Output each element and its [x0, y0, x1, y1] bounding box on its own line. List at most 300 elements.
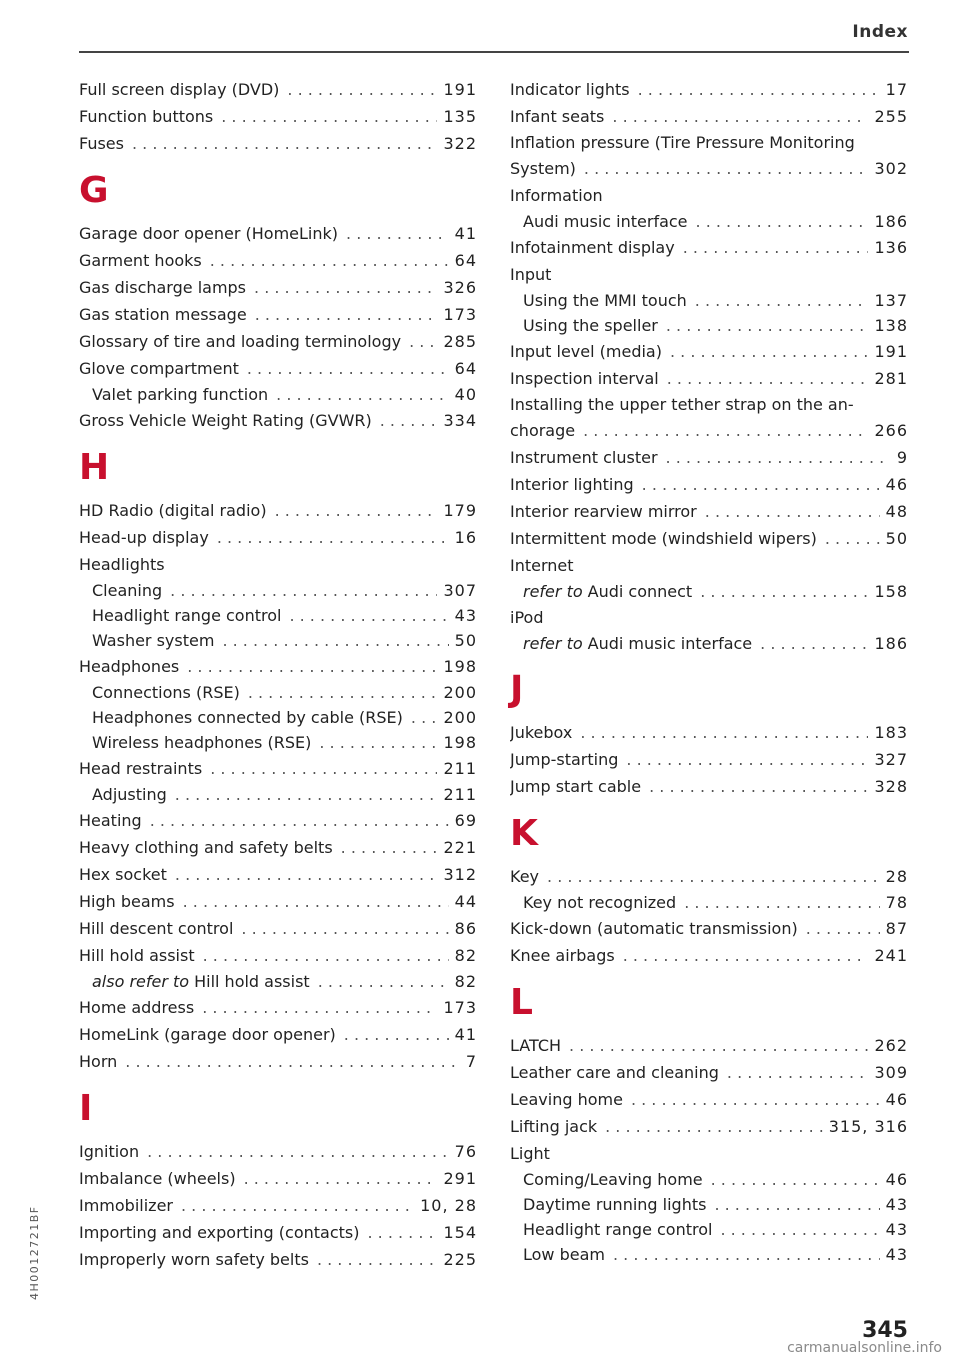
index-page-ref: 315, 316 [828, 1117, 908, 1136]
index-letter-heading: J [510, 669, 524, 710]
index-page-ref: 225 [443, 1250, 477, 1269]
index-entry [79, 1165, 477, 1192]
index-heading: Installing the upper tether strap on the an- [510, 395, 854, 414]
index-page-ref: 43 [885, 1195, 908, 1214]
index-page-ref: 186 [874, 634, 908, 653]
dot-leader [203, 942, 449, 969]
dot-leader [825, 525, 880, 552]
index-page-ref: 309 [874, 1063, 908, 1082]
index-entry-label [79, 1048, 117, 1075]
index-entry-text: Headlight range control [523, 1220, 713, 1239]
index-entry-text: HD Radio (digital radio) [79, 501, 267, 520]
dot-leader [210, 755, 437, 782]
index-entry-label [510, 103, 604, 130]
cross-reference-prefix: refer to [523, 634, 583, 653]
dot-leader [667, 365, 869, 392]
index-page-ref: 200 [443, 708, 477, 727]
index-entry-label [523, 209, 688, 234]
index-entry [79, 888, 477, 915]
index-subentry [79, 680, 477, 705]
index-entry [510, 915, 908, 942]
index-page-ref: 76 [454, 1142, 477, 1161]
index-page-ref: 64 [454, 251, 477, 270]
dot-leader [175, 782, 438, 807]
index-entry-label [79, 1246, 309, 1273]
index-entry-label [79, 524, 209, 551]
index-entry [79, 834, 477, 861]
index-entry [79, 1138, 477, 1165]
index-entry-label [523, 579, 692, 604]
index-subentry [79, 603, 477, 628]
index-page-ref: 82 [454, 946, 477, 965]
index-entry-text: Full screen display (DVD) [79, 80, 280, 99]
index-page-ref: 307 [443, 581, 477, 600]
index-page-ref: 43 [885, 1245, 908, 1264]
index-heading: Input [510, 265, 552, 284]
index-entry [79, 1048, 477, 1075]
index-entry-label [523, 1242, 605, 1267]
dot-leader [210, 247, 449, 274]
index-page-ref: 46 [885, 1170, 908, 1189]
index-page-ref: 241 [874, 946, 908, 965]
index-subentry [79, 730, 477, 755]
index-entry-text: Indicator lights [510, 80, 630, 99]
dot-leader [147, 1138, 449, 1165]
index-entry [79, 130, 477, 157]
dot-leader [569, 1032, 868, 1059]
dot-leader [711, 1167, 880, 1192]
index-entry-text: Headphones connected by cable (RSE) [92, 708, 403, 727]
index-heading: Headlights [79, 555, 165, 574]
index-entry-text: Intermittent mode (windshield wipers) [510, 529, 817, 548]
index-page-ref: 50 [454, 631, 477, 650]
index-entry-text: Headlight range control [92, 606, 282, 625]
watermark: carmanualsonline.info [787, 1340, 942, 1356]
index-entry-label [92, 705, 403, 730]
index-entry-text: Function buttons [79, 107, 214, 126]
index-entry-text: Valet parking function [92, 385, 269, 404]
index-entry [510, 103, 908, 130]
index-page-ref: 198 [443, 657, 477, 676]
index-entry-label [510, 746, 618, 773]
index-entry-label [79, 355, 239, 382]
index-page-ref: 154 [443, 1223, 477, 1242]
dot-leader [125, 1048, 460, 1075]
index-entry-text: Wireless headphones (RSE) [92, 733, 312, 752]
index-entry-label [79, 861, 167, 888]
index-entry-text: Knee airbags [510, 946, 615, 965]
index-entry-label [523, 1192, 706, 1217]
index-entry-label [523, 890, 676, 915]
dot-leader [170, 578, 437, 603]
index-page-ref: 9 [896, 448, 908, 467]
cross-reference-prefix: also refer to [92, 972, 190, 991]
index-entry [79, 807, 477, 834]
index-page-ref: 158 [874, 582, 908, 601]
dot-leader [683, 234, 869, 261]
index-page-ref: 302 [874, 159, 908, 178]
header-rule [79, 51, 909, 53]
index-entry-text: Cleaning [92, 581, 163, 600]
index-entry-label [79, 497, 267, 524]
index-page-ref: 198 [443, 733, 477, 752]
index-entry [510, 942, 908, 969]
index-entry-text: Coming/Leaving home [523, 1170, 703, 1189]
index-page-ref: 87 [885, 919, 908, 938]
index-page-ref: 322 [443, 134, 477, 153]
index-entry-text: Interior rearview mirror [510, 502, 697, 521]
index-entry-text: Horn [79, 1052, 118, 1071]
index-entry-label [79, 1021, 336, 1048]
dot-leader [638, 76, 880, 103]
index-entry-label [92, 730, 311, 755]
dot-leader [583, 417, 868, 444]
index-page-ref: 78 [885, 893, 908, 912]
index-entry [510, 1059, 908, 1086]
index-letter-heading: K [510, 813, 538, 854]
index-page-ref: 183 [874, 723, 908, 742]
index-entry-text: Hill hold assist [79, 946, 195, 965]
index-entry-label [510, 1059, 719, 1086]
index-entry-label [79, 301, 247, 328]
index-entry [510, 76, 908, 103]
index-entry-text: Heavy clothing and safety belts [79, 838, 333, 857]
index-page-ref: 211 [443, 759, 477, 778]
index-page-ref: 41 [454, 224, 477, 243]
dot-leader [175, 861, 438, 888]
index-entry-label [79, 888, 175, 915]
dot-leader [221, 103, 437, 130]
index-entry [79, 524, 477, 551]
index-page-ref: 43 [885, 1220, 908, 1239]
index-entry-text: Glove compartment [79, 359, 239, 378]
index-entry-text: Daytime running lights [523, 1195, 707, 1214]
index-subentry [510, 1167, 908, 1192]
index-entry-label [510, 1113, 597, 1140]
index-entry-text: HomeLink (garage door opener) [79, 1025, 336, 1044]
index-entry [79, 1246, 477, 1273]
index-entry-text: Leather care and cleaning [510, 1063, 719, 1082]
index-entry-label [79, 1138, 139, 1165]
index-letter-heading: G [79, 170, 109, 211]
index-entry-text: Instrument cluster [510, 448, 658, 467]
index-entry [79, 994, 477, 1021]
index-entry-label [79, 653, 179, 680]
dot-leader [666, 444, 891, 471]
index-page-ref: 17 [885, 80, 908, 99]
index-entry-label [510, 155, 576, 182]
index-entry-text: Connections (RSE) [92, 683, 240, 702]
index-page-ref: 136 [874, 238, 908, 257]
index-subentry [79, 705, 477, 730]
index-entry-label [510, 338, 662, 365]
index-entry-text: Key [510, 867, 540, 886]
index-entry-label [523, 1167, 703, 1192]
index-entry-label [510, 417, 575, 444]
index-entry-text: Inspection interval [510, 369, 659, 388]
index-page-ref: 328 [874, 777, 908, 796]
index-entry-label [523, 1217, 712, 1242]
index-entry-label [523, 288, 687, 313]
dot-leader [695, 288, 869, 313]
index-entry-text: Head-up display [79, 528, 209, 547]
index-page-ref: 48 [885, 502, 908, 521]
index-entry-label [510, 471, 634, 498]
dot-leader [202, 994, 437, 1021]
index-entry [510, 773, 908, 800]
index-entry-label [523, 631, 752, 656]
index-entry [510, 863, 908, 890]
index-subentry [510, 579, 908, 604]
index-page-ref: 262 [874, 1036, 908, 1055]
index-entry [79, 301, 477, 328]
index-entry [79, 915, 477, 942]
index-entry-label [79, 76, 279, 103]
index-page-ref: 312 [443, 865, 477, 884]
index-letter-heading: L [510, 982, 533, 1023]
index-entry-text: Input level (media) [510, 342, 662, 361]
index-page-ref: 7 [465, 1052, 477, 1071]
index-entry-text: Jukebox [510, 723, 573, 742]
dot-leader [367, 1219, 437, 1246]
dot-leader [132, 130, 437, 157]
index-page-ref: 44 [454, 892, 477, 911]
index-subentry [79, 578, 477, 603]
index-heading: Information [510, 186, 603, 205]
dot-leader [700, 579, 868, 604]
dot-leader [670, 338, 868, 365]
index-heading: Internet [510, 556, 574, 575]
index-page-ref: 135 [443, 107, 477, 126]
index-entry [510, 444, 908, 471]
dot-leader [684, 890, 879, 915]
index-entry [510, 1113, 908, 1140]
index-entry-text: Audi music interface [587, 634, 753, 653]
index-entry-text: Washer system [92, 631, 215, 650]
index-column-right [510, 76, 908, 1267]
index-entry-text: Garment hooks [79, 251, 202, 270]
dot-leader [380, 407, 438, 434]
dot-leader [275, 497, 438, 524]
index-entry-text: Hill descent control [79, 919, 234, 938]
index-heading: Inflation pressure (Tire Pressure Monitoring [510, 133, 855, 152]
index-page-ref: 86 [454, 919, 477, 938]
dot-leader [760, 631, 868, 656]
dot-leader [344, 1021, 449, 1048]
index-entry-text: High beams [79, 892, 175, 911]
index-entry-text: Gas station message [79, 305, 247, 324]
index-page-ref: 285 [443, 332, 477, 351]
section-title: Index [852, 22, 908, 42]
dot-leader [584, 155, 869, 182]
index-entry-label [79, 942, 195, 969]
index-entry-label [92, 969, 310, 994]
index-page-ref: 46 [885, 475, 908, 494]
index-entry-label [510, 773, 641, 800]
dot-leader [649, 773, 868, 800]
index-entry-text: Using the MMI touch [523, 291, 687, 310]
index-entry [79, 755, 477, 782]
index-entry-label [79, 103, 213, 130]
index-entry-label [79, 274, 246, 301]
dot-leader [666, 313, 869, 338]
index-page-ref: 191 [874, 342, 908, 361]
dot-leader [346, 220, 449, 247]
index-entry-label [79, 755, 202, 782]
index-entry-text: Improperly worn safety belts [79, 1250, 309, 1269]
index-entry-text: Infotainment display [510, 238, 675, 257]
index-page-ref: 186 [874, 212, 908, 231]
dot-leader [727, 1059, 869, 1086]
index-entry-label [92, 603, 281, 628]
index-page-ref: 16 [454, 528, 477, 547]
index-entry [510, 471, 908, 498]
index-entry-text: Home address [79, 998, 195, 1017]
dot-leader [150, 807, 449, 834]
index-entry-label [510, 942, 615, 969]
index-letter-heading: H [79, 447, 110, 488]
index-entry-text: Kick-down (automatic transmission) [510, 919, 798, 938]
index-entry-label [79, 1165, 236, 1192]
document-code: 4H0012721BF [28, 1205, 41, 1300]
index-entry-text: Gross Vehicle Weight Rating (GVWR) [79, 411, 372, 430]
index-page-ref: 43 [454, 606, 477, 625]
dot-leader [705, 498, 880, 525]
index-entry-label [510, 525, 817, 552]
index-page-ref: 255 [874, 107, 908, 126]
index-entry [79, 1192, 477, 1219]
index-entry [510, 719, 908, 746]
index-entry [79, 1021, 477, 1048]
index-page-ref: 191 [443, 80, 477, 99]
index-entry-label [510, 1032, 561, 1059]
index-entry-label [79, 807, 142, 834]
index-subentry [510, 1242, 908, 1267]
index-entry [510, 338, 908, 365]
index-entry [510, 365, 908, 392]
dot-leader [319, 730, 437, 755]
dot-leader [605, 1113, 823, 1140]
dot-leader [547, 863, 880, 890]
dot-leader [341, 834, 438, 861]
index-page-ref: 82 [454, 972, 477, 991]
index-entry-label [79, 220, 338, 247]
dot-leader [241, 915, 448, 942]
index-entry [79, 653, 477, 680]
index-page-ref: 179 [443, 501, 477, 520]
dot-leader [244, 1165, 438, 1192]
index-page-ref: 281 [874, 369, 908, 388]
index-entry [79, 247, 477, 274]
dot-leader [254, 274, 437, 301]
index-entry-label [510, 1086, 623, 1113]
index-subentry [510, 631, 908, 656]
index-entry [79, 328, 477, 355]
dot-leader [696, 209, 869, 234]
dot-leader [187, 653, 437, 680]
index-subentry [79, 382, 477, 407]
index-page-ref: 266 [874, 421, 908, 440]
index-entry-text: Headphones [79, 657, 180, 676]
index-entry-label [510, 719, 572, 746]
index-page-ref: 46 [885, 1090, 908, 1109]
index-page-ref: 10, 28 [420, 1196, 477, 1215]
index-entry-text: Heating [79, 811, 142, 830]
index-page-ref: 291 [443, 1169, 477, 1188]
index-entry-text: Jump-starting [510, 750, 619, 769]
index-entry [510, 746, 908, 773]
index-page-ref: 173 [443, 305, 477, 324]
index-entry-label [79, 247, 202, 274]
index-entry-text: Hill hold assist [194, 972, 310, 991]
index-subentry [510, 209, 908, 234]
index-entry-label [79, 834, 333, 861]
index-entry-text: Glossary of tire and loading terminology [79, 332, 402, 351]
index-entry [510, 1086, 908, 1113]
cross-reference-prefix: refer to [523, 582, 583, 601]
index-entry-label [79, 130, 124, 157]
index-page-ref: 327 [874, 750, 908, 769]
index-entry-label [79, 328, 401, 355]
dot-leader [409, 328, 437, 355]
dot-leader [612, 103, 868, 130]
index-entry [79, 407, 477, 434]
index-entry-label [92, 628, 214, 653]
index-entry [79, 76, 477, 103]
index-entry [79, 355, 477, 382]
dot-leader [287, 76, 437, 103]
dot-leader [580, 719, 868, 746]
index-entry-text: Fuses [79, 134, 124, 153]
index-subentry [79, 969, 477, 994]
index-entry [510, 234, 908, 261]
dot-leader [217, 524, 449, 551]
index-entry-text: Infant seats [510, 107, 605, 126]
index-entry-text: Hex socket [79, 865, 167, 884]
index-entry [510, 155, 908, 182]
index-entry-text: Importing and exporting (contacts) [79, 1223, 360, 1242]
dot-leader [613, 1242, 880, 1267]
dot-leader [318, 969, 449, 994]
index-entry-text: Ignition [79, 1142, 140, 1161]
index-page-ref: 200 [443, 683, 477, 702]
dot-leader [714, 1192, 879, 1217]
index-entry-label [510, 498, 697, 525]
index-entry [79, 861, 477, 888]
index-entry-text: Head restraints [79, 759, 203, 778]
index-entry-text: System) [510, 159, 576, 178]
index-entry-text: Lifting jack [510, 1117, 598, 1136]
index-entry-text: Adjusting [92, 785, 167, 804]
index-entry-text: Key not recognized [523, 893, 677, 912]
index-page-ref: 221 [443, 838, 477, 857]
index-entry-text: Audi connect [587, 582, 693, 601]
index-entry-label [510, 76, 630, 103]
dot-leader [248, 680, 438, 705]
index-subentry [510, 1192, 908, 1217]
index-entry-text: LATCH [510, 1036, 562, 1055]
index-entry-label [79, 407, 372, 434]
index-entry-label [79, 994, 194, 1021]
dot-leader [276, 382, 448, 407]
index-entry-label [79, 915, 233, 942]
index-entry [79, 942, 477, 969]
index-subentry [510, 1217, 908, 1242]
index-subentry [510, 890, 908, 915]
index-entry-text: Imbalance (wheels) [79, 1169, 236, 1188]
index-entry-label [510, 915, 798, 942]
dot-leader [183, 888, 449, 915]
